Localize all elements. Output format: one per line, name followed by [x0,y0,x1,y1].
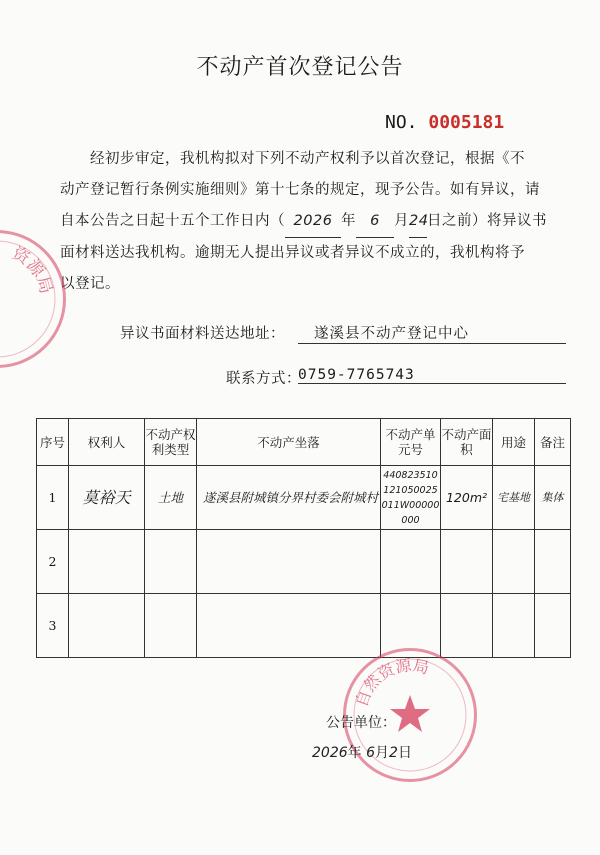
body-line-4: 面材料送达我机构。逾期无人提出异议或者异议不成立的，我机构将予 [60,245,525,261]
body-line-3: 自本公告之日起十五个工作日内（ 2026 年 6 月24日之前）将异议书 [60,206,580,238]
cell-seq: 1 [37,466,69,530]
cell-remark: 集体 [535,466,571,530]
cell-right-type [145,594,197,658]
table-row [37,594,571,658]
announcement-number [385,112,504,133]
cell-seq: 2 [37,530,69,594]
svg-text:自然资源局 [352,655,431,709]
cell-use [493,594,535,658]
cell-use: 宅基地 [493,466,535,530]
cell-right-type: 土地 [145,466,197,530]
number-prefix: NO. [385,112,418,133]
date-month: 6 [366,745,376,761]
header-remark: 备注 [535,419,571,466]
cell-holder [69,530,145,594]
header-use: 用途 [493,419,535,466]
cell-unit-no: 440823510121050025011W00000000 [381,466,441,530]
cell-area [441,530,493,594]
cell-remark [535,594,571,658]
table-row [37,466,571,530]
cell-holder: 莫裕天 [69,466,145,530]
cell-location [197,594,381,658]
cell-area: 120m² [441,466,493,530]
address-label: 异议书面材料送达地址： [120,326,285,342]
date-year: 2026 [312,745,348,761]
deadline-month: 6 [356,206,394,238]
svg-text:资源局 [9,243,56,296]
cell-location [197,530,381,594]
deadline-year: 2026 [285,206,341,238]
table-row [37,530,571,594]
seal-left-text: 资源局 [8,243,56,297]
address-value: 遂溪县不动产登记中心 [298,322,566,344]
official-seal-left [0,230,66,368]
header-seq: 序号 [37,419,69,466]
body-line-5: 以登记。 [60,276,120,292]
cell-seq: 3 [37,594,69,658]
rights-table [36,418,571,658]
date-day: 2 [389,745,398,761]
number-value: 0005181 [428,112,505,133]
contact-label: 联系方式： [226,371,301,387]
header-area: 不动产面积 [441,419,493,466]
cell-location: 遂溪县附城镇分界村委会附城村 [197,466,381,530]
page-title: 不动产首次登记公告 [196,55,404,80]
header-location: 不动产坐落 [197,419,381,466]
table-header-row [37,419,571,466]
header-unit-no: 不动产单元号 [381,419,441,466]
body-line-2: 动产登记暂行条例实施细则》第十七条的规定，现予公告。如有异议，请 [60,182,540,198]
body-line-1: 经初步审定，我机构拟对下列不动产权利予以首次登记，根据《不 [90,151,525,167]
header-right-type: 不动产权利类型 [145,419,197,466]
cell-right-type [145,530,197,594]
seal-right-text: 自然资源局 [351,655,432,710]
header-holder: 权利人 [69,419,145,466]
issuing-unit-label: 公告单位： [326,715,396,731]
deadline-day: 24 [409,206,427,238]
announcement-body [60,144,580,300]
cell-area [441,594,493,658]
contact-value: 0759-7765743 [298,367,566,384]
cell-remark [535,530,571,594]
cell-use [493,530,535,594]
announcement-date: 2026年 6月2日 [312,745,412,761]
cell-unit-no [381,530,441,594]
seal-star-icon [390,695,430,732]
cell-holder [69,594,145,658]
